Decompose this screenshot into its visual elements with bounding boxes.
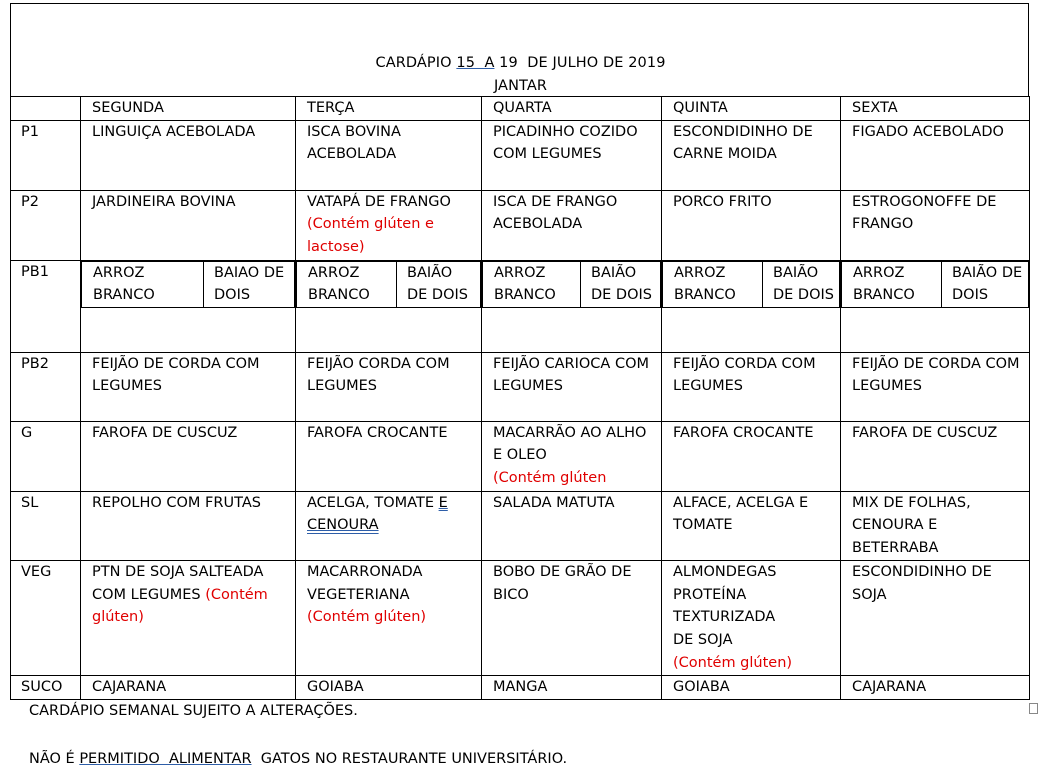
menu-table [10,96,1030,700]
cell-wed [482,260,662,352]
dish-text: MACARRÃO AO ALHO E OLEO [493,424,647,464]
row-label: P1 [11,120,81,190]
header-corner [11,97,81,121]
side-option: BAIÃO DE DOIS [397,261,481,307]
allergen-note: (Contém glúten [493,470,607,487]
cell-fri [841,260,1030,352]
row-label: PB2 [11,352,81,421]
cell-tue [296,190,482,260]
cell-fri: CAJARANA [841,675,1030,699]
cell-tue: FAROFA CROCANTE [296,421,482,491]
side-option: ARROZ BRANCO [483,261,581,307]
title-box [10,3,1029,96]
dish-text: PTN DE SOJA SALTEADA COM LEGUMES [92,563,264,603]
day-header-tue: TERÇA [296,97,482,121]
day-header-fri: SEXTA [841,97,1030,121]
dish-text: VATAPÁ DE FRANGO [307,193,451,210]
side-option: BAIÃO DE DOIS [581,261,661,307]
cell-thu: FEIJÃO CORDA COM LEGUMES [662,352,841,421]
menu-title [11,55,1030,71]
title-date-start: 15 A [456,55,495,71]
cell-thu [662,260,841,352]
cell-wed: SALADA MATUTA [482,491,662,560]
cell-thu: PORCO FRITO [662,190,841,260]
dish-text: MACARRONADA VEGETERIANA [307,563,423,603]
cell-thu [662,560,841,675]
header-row [11,97,1030,121]
cell-fri: ESCONDIDINHO DE SOJA [841,560,1030,675]
cell-fri: MIX DE FOLHAS, CENOURA E BETERRABA [841,491,1030,560]
cell-mon [81,260,296,352]
side-option: ARROZ BRANCO [663,261,763,307]
cell-wed: FEIJÃO CARIOCA COM LEGUMES [482,352,662,421]
cell-fri: ESTROGONOFFE DE FRANGO [841,190,1030,260]
row-pb1 [11,260,1030,352]
dish-text: DE SOJA [673,631,733,648]
cell-thu: FAROFA CROCANTE [662,421,841,491]
row-label: VEG [11,560,81,675]
row-sl [11,491,1030,560]
row-g [11,421,1030,491]
footer-note-cats [29,751,567,767]
side-option: ARROZ BRANCO [297,261,397,307]
row-label: G [11,421,81,491]
cell-thu: ESCONDIDINHO DE CARNE MOIDA [662,120,841,190]
row-veg [11,560,1030,675]
title-prefix: CARDÁPIO [375,55,457,71]
cell-mon: FEIJÃO DE CORDA COM LEGUMES [81,352,296,421]
cell-mon: CAJARANA [81,675,296,699]
row-label: PB1 [11,260,81,352]
cell-fri: FIGADO ACEBOLADO [841,120,1030,190]
cell-fri: FEIJÃO DE CORDA COM LEGUMES [841,352,1030,421]
row-pb2 [11,352,1030,421]
allergen-note: (Contém glúten) [673,654,793,671]
table-resize-handle[interactable] [1029,703,1038,714]
cell-wed [482,421,662,491]
dish-text: ACELGA, TOMATE [307,494,439,511]
cell-tue: FEIJÃO CORDA COM LEGUMES [296,352,482,421]
row-label: SUCO [11,675,81,699]
cell-thu: GOIABA [662,675,841,699]
side-option: ARROZ BRANCO [82,261,204,307]
footer-note-changes: CARDÁPIO SEMANAL SUJEITO A ALTERAÇÕES. [29,703,358,719]
day-header-mon: SEGUNDA [81,97,296,121]
allergen-note: (Contém glúten) [307,609,427,626]
row-label: P2 [11,190,81,260]
side-option: BAIÃO DE DOIS [763,261,840,307]
dish-text: ALMONDEGAS PROTEÍNA TEXTURIZADA [673,563,777,626]
allergen-note: (Contém glúten e lactose) [307,216,434,256]
cell-tue: GOIABA [296,675,482,699]
row-p1 [11,120,1030,190]
day-header-thu: QUINTA [662,97,841,121]
cell-wed: BOBO DE GRÃO DE BICO [482,560,662,675]
allergen-note: (Contém glúten) [92,586,268,626]
cell-tue [296,491,482,560]
day-header-wed: QUARTA [482,97,662,121]
row-suco [11,675,1030,699]
side-option: ARROZ BRANCO [842,261,942,307]
cell-mon [81,560,296,675]
footer-text: NÃO É [29,751,80,767]
cell-mon: REPOLHO COM FRUTAS [81,491,296,560]
cell-tue [296,560,482,675]
cell-mon: LINGUIÇA ACEBOLADA [81,120,296,190]
cell-tue: ISCA BOVINA ACEBOLADA [296,120,482,190]
row-label: SL [11,491,81,560]
side-option: BAIÃO DE DOIS [942,261,1029,307]
footer-text-underlined: PERMITIDO ALIMENTAR [79,751,252,767]
cell-fri: FAROFA DE CUSCUZ [841,421,1030,491]
menu-subtitle: JANTAR [493,78,548,94]
cell-wed: PICADINHO COZIDO COM LEGUMES [482,120,662,190]
dish-text-flagged: CENOURA [307,517,379,534]
cell-mon: JARDINEIRA BOVINA [81,190,296,260]
title-date-end: 19 DE JULHO DE 2019 [494,55,666,71]
cell-tue [296,260,482,352]
footer-text: GATOS NO RESTAURANTE UNIVERSITÁRIO. [251,751,568,767]
cell-wed: ISCA DE FRANGO ACEBOLADA [482,190,662,260]
cell-thu: ALFACE, ACELGA E TOMATE [662,491,841,560]
row-p2 [11,190,1030,260]
side-option: BAIAO DE DOIS [204,261,295,307]
cell-mon: FAROFA DE CUSCUZ [81,421,296,491]
cell-wed: MANGA [482,675,662,699]
dish-text-flagged: E [438,494,448,511]
